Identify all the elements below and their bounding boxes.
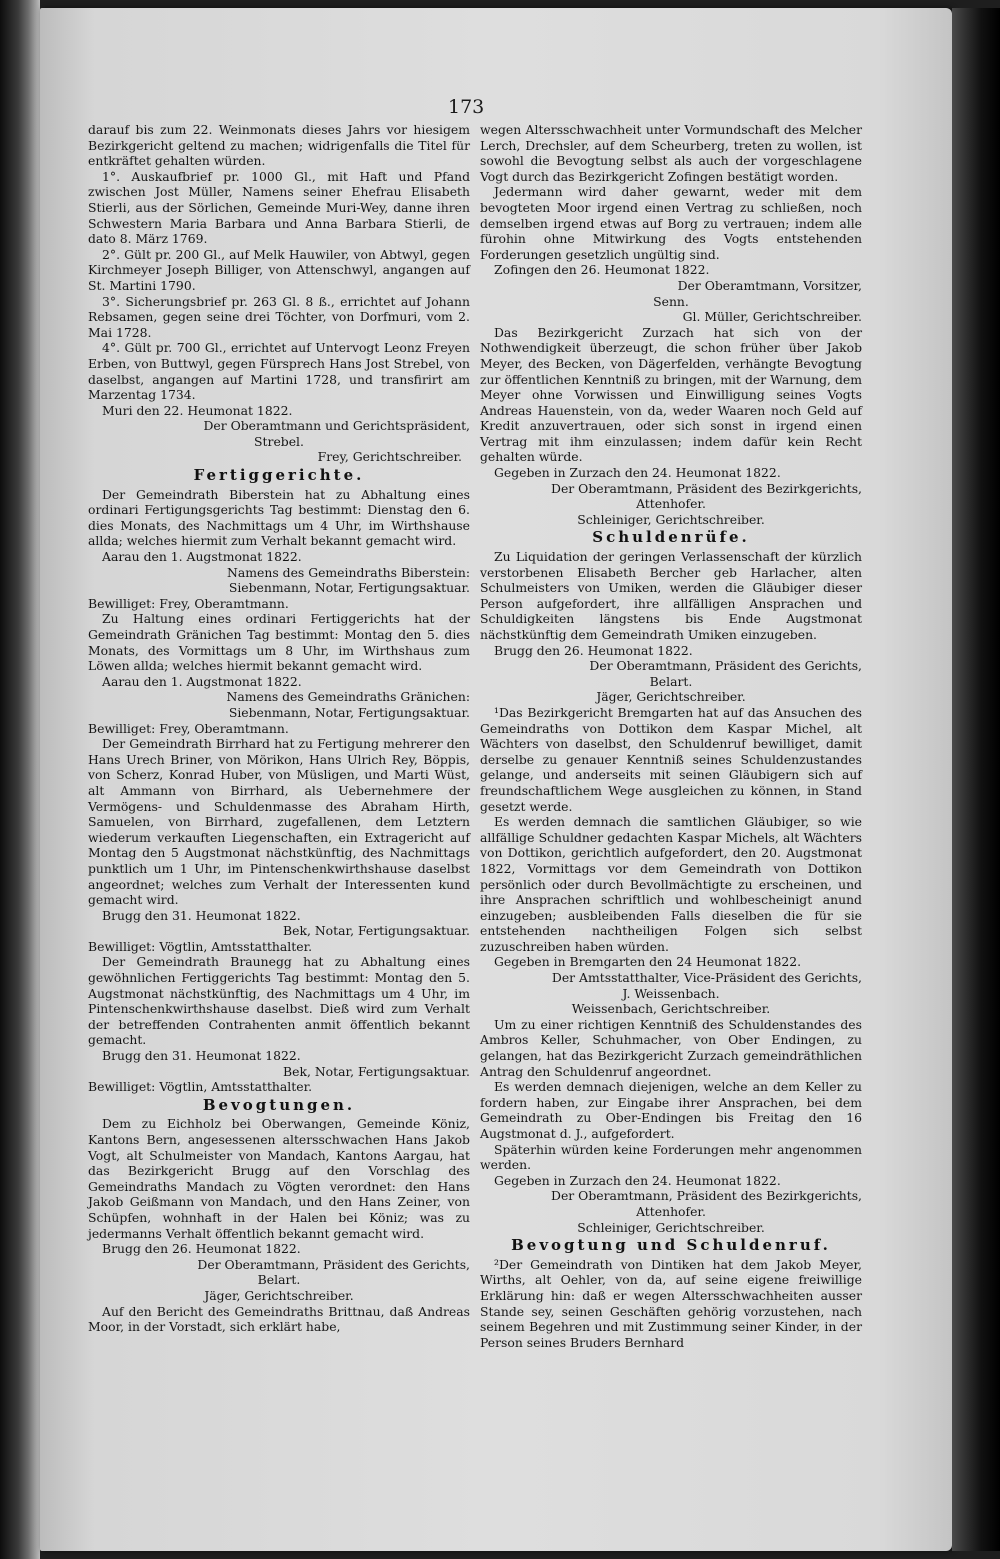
signature-name: Weissenbach, Gerichtschreiber. [571,1001,771,1017]
notice-paragraph: 1°. Auskaufbrief pr. 1000 Gl., mit Haft und Pfand zwischen Jost Müller, Namens seiner Ehefrau Elisabeth Stierli, aus der Sörlichen, Gemeinde Muri-Wey, danne ihren Schwestern Maria Barbara und Anna Barbara Stierli, de dato 8. März 1769. [88,168,470,247]
notice-paragraph: Späterhin würden keine Forderungen mehr angenommen werden. [480,1141,862,1173]
signature-name: J. Weissenbach. [622,985,720,1001]
signature-line: Der Oberamtmann, Präsident des Gerichts, [589,658,862,674]
signature-name: Strebel. [254,433,304,449]
notice-paragraph: Bewilliget: Vögtlin, Amtsstatthalter. [88,938,313,954]
signature-line: Gl. Müller, Gerichtschreiber. [682,309,862,325]
signature-name: Jäger, Gerichtschreiber. [204,1287,354,1303]
signature-line: Der Oberamtmann, Präsident des Gerichts, [197,1256,470,1272]
page-number: 173 [448,96,485,118]
signature-name: Schleiniger, Gerichtschreiber. [577,511,765,527]
signature-name: Jäger, Gerichtschreiber. [596,689,746,705]
signature-line: Der Oberamtmann und Gerichtspräsident, [203,418,470,434]
signature-name: Belart. [257,1272,301,1288]
notice-paragraph: Zofingen den 26. Heumonat 1822. [494,262,710,278]
signature-line: Frey, Gerichtschreiber. [317,449,462,465]
signature-line: Namens des Gemeindraths Gränichen: [226,689,470,705]
notice-paragraph: Auf den Bericht des Gemeindraths Brittnau, daß Andreas Moor, in der Vorstadt, sich erklärt habe, [88,1303,470,1335]
notice-paragraph: Zu Liquidation der geringen Verlassenschaft der kürzlich verstorbenen Elisabeth Bercher geb Harlacher, alten Schulmeisters von Umiken, werden die Gläubiger dieser Person aufgefordert, ihre allfälligen Ansprachen und Schuldigkeiten längstens bis Ende Augstmonat nächstkünftig dem Gemeindrath Umiken einzugeben. [480,549,862,642]
notice-paragraph: Gegeben in Zurzach den 24. Heumonat 1822. [494,465,781,481]
notice-paragraph: Um zu einer richtigen Kenntniß des Schuldenstandes des Ambros Keller, Schuhmacher, von Ober Endingen, zu gelangen, hat das Bezirkgericht Zurzach gemeindräthlichen Antrag den Schuldenruf angeordnet. [480,1016,862,1079]
signature-name: Attenhofer. [636,1203,706,1219]
notice-paragraph: Dem zu Eichholz bei Oberwangen, Gemeinde Köniz, Kantons Bern, angesessenen altersschwachen Hans Jakob Vogt, alt Schulmeister von Mandach, Kantons Aargau, hat das Bezirkgericht Brugg auf den Vorschlag des Gemeindraths Mandach zu Vögten verordnet: den Hans Jakob Geißmann von Mandach, und den Hans Zeiner, von Schüpfen, wohnhaft in der Halen bei Köniz; was zu jedermanns Verhalt öffentlich bekannt gemacht wird. [88,1116,470,1241]
notice-paragraph: ²Der Gemeindrath von Dintiken hat dem Jakob Meyer, Wirths, alt Oehler, von da, auf seine eigene freiwillige Erklärung hin: daß er wegen Altersschwachheiten ausser Stande sey, seinen Geschäften gehörig vorzustehen, nach seinem Begehren und mit Zustimmung seiner Kinder, in der Person seines Bruders Bernhard [480,1256,862,1350]
signature-line: Der Oberamtmann, Präsident des Bezirkgerichts, [551,1188,862,1204]
signature-name: Schleiniger, Gerichtschreiber. [577,1219,765,1235]
notice-paragraph: wegen Altersschwachheit unter Vormundschaft des Melcher Lerch, Drechsler, auf dem Scheurberg, treten zu wollen, ist sowohl die Bevogtung selbst als auch der vorgeschlagene Vogt durch das Bezirkgericht Zofingen bestätigt worden. [480,122,862,184]
notice-paragraph: Brugg den 26. Heumonat 1822. [494,642,693,658]
notice-paragraph: Gegeben in Bremgarten den 24 Heumonat 1822. [494,954,802,970]
notice-paragraph: Brugg den 31. Heumonat 1822. [102,907,301,923]
section-heading: Bevogtung und Schuldenruf. [511,1236,831,1255]
section-heading: Bevogtungen. [202,1095,356,1114]
signature-line: Siebenmann, Notar, Fertigungsaktuar. [228,704,470,720]
signature-name: Attenhofer. [636,496,706,512]
signature-name: Senn. [653,293,689,309]
signature-name: Belart. [649,673,693,689]
signature-line: Bek, Notar, Fertigungsaktuar. [283,1063,470,1079]
notice-paragraph: Aarau den 1. Augstmonat 1822. [102,549,302,565]
signature-line: Der Oberamtmann, Vorsitzer, [677,277,862,293]
notice-paragraph: Der Gemeindrath Birrhard hat zu Fertigung mehrerer den Hans Urech Briner, von Mörikon, Hans Ulrich Rey, Böppis, von Scherz, Konrad Huber, von Müsligen, und Marti Wüst, alt Ammann von Birrhard, als Uebernehmere der Vermögens- und Schuldenmasse des Abraham Hirth, Samuelen, von Birrhard, zugefallenen, dem Letztern wiederum verkauften Liegenschaften, ein Extragericht auf Montag den 5 Augstmonat nächstkünftig, des Nachmittags punktlich um 1 Uhr, im Pintenschenkwirthshause daselbst angeordnet; welches zum Verhalt der Interessenten kund gemacht wird. [88,736,470,908]
notice-paragraph: 2°. Gült pr. 200 Gl., auf Melk Hauwiler, von Abtwyl, gegen Kirchmeyer Joseph Billiger, von Attenschwyl, angangen auf St. Martini 1790. [88,246,470,293]
notice-paragraph: Bewilliget: Frey, Oberamtmann. [88,595,289,611]
page-edge-shadow [952,8,1000,1551]
notice-paragraph: 4°. Gült pr. 700 Gl., errichtet auf Untervogt Leonz Freyen Erben, von Buttwyl, gegen Fürsprech Hans Jost Strebel, von daselbst, angangen auf Martini 1728, und transfirirt am Marzentag 1734. [88,340,470,403]
notice-paragraph: Muri den 22. Heumonat 1822. [102,402,293,418]
signature-line: Bek, Notar, Fertigungsaktuar. [283,923,470,939]
notice-paragraph: ¹Das Bezirkgericht Bremgarten hat auf das Ansuchen des Gemeindraths von Dottikon dem Kaspar Michel, alt Wächters von daselbst, den Schuldenruf bewilliget, damit derselbe zu genauer Kenntniß seines Schuldenzustandes gelange, und anderseits mit seinen Gläubigern sich auf freundschaftlichem Wege ausgleichen zu können, in Stand gesetzt werde. [480,704,862,814]
notice-paragraph: Jedermann wird daher gewarnt, weder mit dem bevogteten Moor irgend einen Vertrag zu schließen, noch demselben irgend etwas auf Borg zu vertrauen; indem alle fürohin ohne Mitwirkung des Vogts entstehenden Forderungen gesetzlich ungültig sind. [480,184,862,262]
notice-paragraph: Bewilliget: Frey, Oberamtmann. [88,720,289,736]
right-column [480,122,862,1350]
notice-paragraph: 3°. Sicherungsbrief pr. 263 Gl. 8 ß., errichtet auf Johann Rebsamen, gegen seine drei Töchter, von Dorfmuri, vom 2. Mai 1728. [88,293,470,340]
notice-paragraph: Brugg den 26. Heumonat 1822. [102,1241,301,1257]
notice-paragraph: Der Gemeindrath Braunegg hat zu Abhaltung eines gewöhnlichen Fertiggerichts Tag bestimmt: Montag den 5. Augstmonat nächstkünftig, des Nachmittags um 4 Uhr, im Pintenschenkwirthshause daselbst. Dieß wird zum Verhalt der betreffenden Contrahenten anmit öffentlich bekannt gemacht. [88,954,470,1048]
book-spine [0,0,40,1559]
section-heading: Schuldenrüfe. [592,528,750,547]
notice-paragraph: Zu Haltung eines ordinari Fertiggerichts hat der Gemeindrath Gränichen Tag bestimmt: Montag den 5. dies Monats, des Vormittags um 8 Uhr, im Wirthshaus zum Löwen allda; welches hiermit bekannt gemacht wird. [88,611,470,674]
notice-paragraph: Es werden demnach diejenigen, welche an dem Keller zu fordern haben, zur Eingabe ihrer Ansprachen, bei dem Gemeindrath zu Ober-Endingen bis Freitag den 16 Augstmonat d. J., aufgefordert. [480,1079,862,1141]
notice-paragraph: darauf bis zum 22. Weinmonats dieses Jahrs vor hiesigem Bezirkgericht geltend zu machen; widrigenfalls die Titel für entkräftet gehalten würden. [88,122,470,169]
signature-line: Namens des Gemeindraths Biberstein: [227,564,470,580]
section-heading: Fertiggerichte. [193,466,365,485]
notice-paragraph: Bewilliget: Vögtlin, Amtsstatthalter. [88,1079,313,1095]
notice-paragraph: Gegeben in Zurzach den 24. Heumonat 1822. [494,1172,781,1188]
signature-line: Siebenmann, Notar, Fertigungsaktuar. [228,580,470,596]
signature-line: Der Oberamtmann, Präsident des Bezirkgerichts, [551,480,862,496]
notice-paragraph: Aarau den 1. Augstmonat 1822. [102,673,302,689]
notice-paragraph: Brugg den 31. Heumonat 1822. [102,1048,301,1064]
notice-paragraph: Es werden demnach die samtlichen Gläubiger, so wie allfällige Schuldner gedachten Kaspar Michels, alt Wächters von Dottikon, gerichtlich aufgefordert, den 20. Augstmonat 1822, Vormittags vor dem Gemeindrath von Dottikon persönlich oder durch Bevollmächtigte zu erscheinen, und ihre Ansprachen schriftlich und wohlbescheinigt anund einzugeben; ausbleibenden Falls dieselben die für sie entstehenden nachtheiligen Folgen sich selbst zuzuschreiben haben würden. [480,814,862,954]
signature-line: Der Amtsstatthalter, Vice-Präsident des Gerichts, [551,970,862,986]
notice-paragraph: Der Gemeindrath Biberstein hat zu Abhaltung eines ordinari Fertigungsgerichts Tag bestimmt: Dienstag den 6. dies Monats, des Nachmittags um 4 Uhr, im Wirthshause allda; welches hiermit zum Verhalt bekannt gemacht wird. [88,486,470,549]
notice-paragraph: Das Bezirkgericht Zurzach hat sich von der Nothwendigkeit überzeugt, die schon früher über Jakob Meyer, des Becken, von Dägerfelden, verhängte Bevogtung zur öffentlichen Kenntniß zu bringen, mit der Warnung, dem Meyer ohne Vorwissen und Einwilligung seines Vogts Andreas Hauenstein, von da, weder Waaren noch Geld auf Kredit anzuvertrauen, oder sich sonst in irgend einen Vertrag mit ihm einzulassen; indem dafür kein Recht gehalten würde. [480,324,862,465]
left-column [88,122,470,1335]
